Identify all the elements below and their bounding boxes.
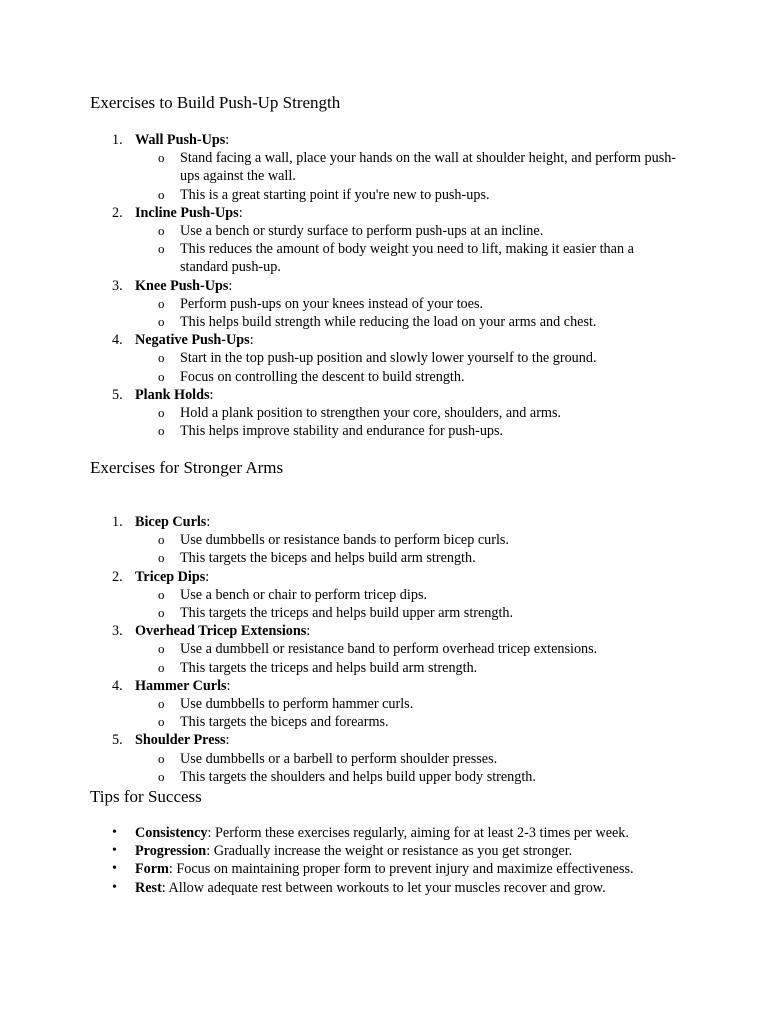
item-title: Bicep Curls (135, 514, 207, 530)
sub-item-text: Use a bench or sturdy surface to perform push-ups at an incline. (180, 223, 544, 240)
circle-bullet-icon: o (158, 550, 165, 566)
tip-item (90, 860, 690, 878)
circle-bullet-icon: o (158, 768, 165, 784)
sub-item (90, 313, 690, 331)
circle-bullet-icon: o (158, 405, 165, 421)
sub-item (90, 713, 690, 731)
sub-item-text: Start in the top push-up position and slowly lower yourself to the ground. (180, 350, 597, 367)
sub-item-text: This targets the biceps and forearms. (180, 714, 389, 731)
sub-item-text: This is a great starting point if you're new to push-ups. (180, 186, 490, 203)
sub-item (90, 750, 690, 768)
list-item (90, 677, 690, 695)
circle-bullet-icon: o (158, 696, 165, 712)
tip-text: : Gradually increase the weight or resistance as you get stronger. (206, 843, 573, 860)
bullet-dot-icon: • (112, 825, 117, 840)
sub-item (90, 149, 690, 185)
sub-item-text: This helps build strength while reducing the load on your arms and chest. (180, 314, 597, 331)
item-colon: : (226, 677, 231, 694)
circle-bullet-icon: o (158, 605, 165, 621)
item-number: 2. (112, 204, 123, 221)
tips-list (90, 824, 690, 897)
item-title: Overhead Tricep Extensions (135, 623, 307, 640)
item-number: 4. (112, 332, 123, 349)
tip-title: Rest (135, 879, 162, 896)
sub-item (90, 240, 690, 276)
circle-bullet-icon: o (158, 423, 165, 439)
sub-item-text: This targets the triceps and helps build upper arm strength. (180, 605, 514, 622)
section-heading-arms: Exercises for Stronger Arms (90, 458, 284, 477)
item-number: 3. (112, 623, 123, 640)
list-item (90, 131, 690, 149)
sub-item (90, 586, 690, 604)
list-item (90, 277, 690, 295)
list-item (90, 204, 690, 222)
tip-item (90, 842, 690, 860)
circle-bullet-icon: o (158, 314, 165, 330)
sub-item-text: Use dumbbells or a barbell to perform shoulder presses. (180, 750, 498, 767)
sub-item (90, 222, 690, 240)
item-title: Plank Holds (135, 386, 210, 403)
sub-item-text: Use a bench or chair to perform tricep dips. (180, 586, 428, 603)
tip-text: : Perform these exercises regularly, aiming for at least 2-3 times per week. (207, 825, 629, 841)
item-title: Hammer Curls (135, 677, 227, 694)
tip-title: Form (135, 861, 169, 878)
sub-item (90, 404, 690, 422)
tip-item (90, 824, 690, 842)
tip-text: : Allow adequate rest between workouts to let your muscles recover and grow. (161, 879, 606, 896)
item-title: Tricep Dips (135, 568, 206, 585)
item-colon: : (228, 277, 233, 294)
list-item (90, 331, 690, 349)
list-item (90, 622, 690, 640)
circle-bullet-icon: o (158, 350, 165, 366)
section-heading-pushup: Exercises to Build Push-Up Strength (90, 93, 341, 112)
pushup-exercise-list (90, 131, 690, 440)
bullet-dot-icon: • (112, 861, 117, 877)
bullet-dot-icon: • (112, 843, 117, 859)
item-number: 3. (112, 277, 123, 294)
bullet-dot-icon: • (112, 879, 117, 895)
item-colon: : (249, 332, 254, 349)
item-colon: : (238, 204, 243, 221)
sub-item (90, 186, 690, 204)
circle-bullet-icon: o (158, 223, 165, 239)
item-number: 5. (112, 732, 123, 749)
list-item (90, 568, 690, 586)
sub-item (90, 349, 690, 367)
item-number: 4. (112, 677, 123, 694)
sub-item-text: Hold a plank position to strengthen your core, shoulders, and arms. (180, 405, 562, 422)
item-number: 1. (112, 132, 123, 148)
sub-item-text: Use dumbbells to perform hammer curls. (180, 696, 414, 713)
sub-item (90, 295, 690, 313)
item-colon: : (225, 132, 230, 148)
item-title: Incline Push-Ups (135, 204, 239, 221)
section-heading-tips: Tips for Success (90, 787, 202, 806)
circle-bullet-icon: o (158, 659, 165, 675)
circle-bullet-icon: o (158, 586, 165, 602)
sub-item-text: Use a dumbbell or resistance band to perform overhead tricep extensions. (180, 641, 598, 658)
circle-bullet-icon: o (158, 641, 165, 657)
sub-item (90, 549, 690, 567)
item-colon: : (205, 568, 210, 585)
circle-bullet-icon: o (158, 368, 165, 384)
sub-item (90, 531, 690, 549)
circle-bullet-icon: o (158, 186, 165, 202)
tip-title: Consistency (135, 825, 208, 841)
list-item (90, 386, 690, 404)
sub-item (90, 659, 690, 677)
sub-item-text: Focus on controlling the descent to build strength. (180, 368, 465, 385)
sub-item-text: Stand facing a wall, place your hands on the wall at shoulder height, and perform push-ups against the wall. (180, 150, 677, 185)
circle-bullet-icon: o (158, 532, 165, 548)
sub-item (90, 695, 690, 713)
tip-title: Progression (135, 843, 207, 860)
list-item (90, 731, 690, 749)
arm-exercise-list (90, 513, 690, 786)
item-colon: : (209, 386, 214, 403)
circle-bullet-icon: o (158, 241, 165, 257)
circle-bullet-icon: o (158, 714, 165, 730)
sub-item-text: This targets the triceps and helps build arm strength. (180, 659, 478, 676)
sub-item-text: Perform push-ups on your knees instead of your toes. (180, 295, 484, 312)
item-number: 2. (112, 568, 123, 585)
sub-item-text: This helps improve stability and endurance for push-ups. (180, 423, 504, 440)
item-colon: : (306, 623, 311, 640)
item-title: Shoulder Press (135, 732, 226, 749)
tip-text: : Focus on maintaining proper form to prevent injury and maximize effectiveness. (168, 861, 634, 878)
sub-item (90, 604, 690, 622)
item-title: Wall Push-Ups (135, 132, 226, 148)
sub-item-text: This reduces the amount of body weight you need to lift, making it easier than a standard push-up. (180, 241, 634, 276)
circle-bullet-icon: o (158, 150, 165, 166)
sub-item (90, 422, 690, 440)
tip-item (90, 879, 690, 897)
sub-item (90, 640, 690, 658)
item-colon: : (206, 514, 211, 530)
item-number: 1. (112, 514, 123, 530)
sub-item-text: This targets the biceps and helps build arm strength. (180, 550, 476, 567)
circle-bullet-icon: o (158, 295, 165, 311)
item-title: Negative Push-Ups (135, 332, 250, 349)
sub-item (90, 768, 690, 786)
item-number: 5. (112, 386, 123, 403)
list-item (90, 513, 690, 531)
sub-item-text: This targets the shoulders and helps build upper body strength. (180, 768, 536, 785)
sub-item-text: Use dumbbells or resistance bands to perform bicep curls. (180, 532, 509, 549)
sub-item (90, 368, 690, 386)
item-title: Knee Push-Ups (135, 277, 229, 294)
circle-bullet-icon: o (158, 750, 165, 766)
item-colon: : (225, 732, 230, 749)
